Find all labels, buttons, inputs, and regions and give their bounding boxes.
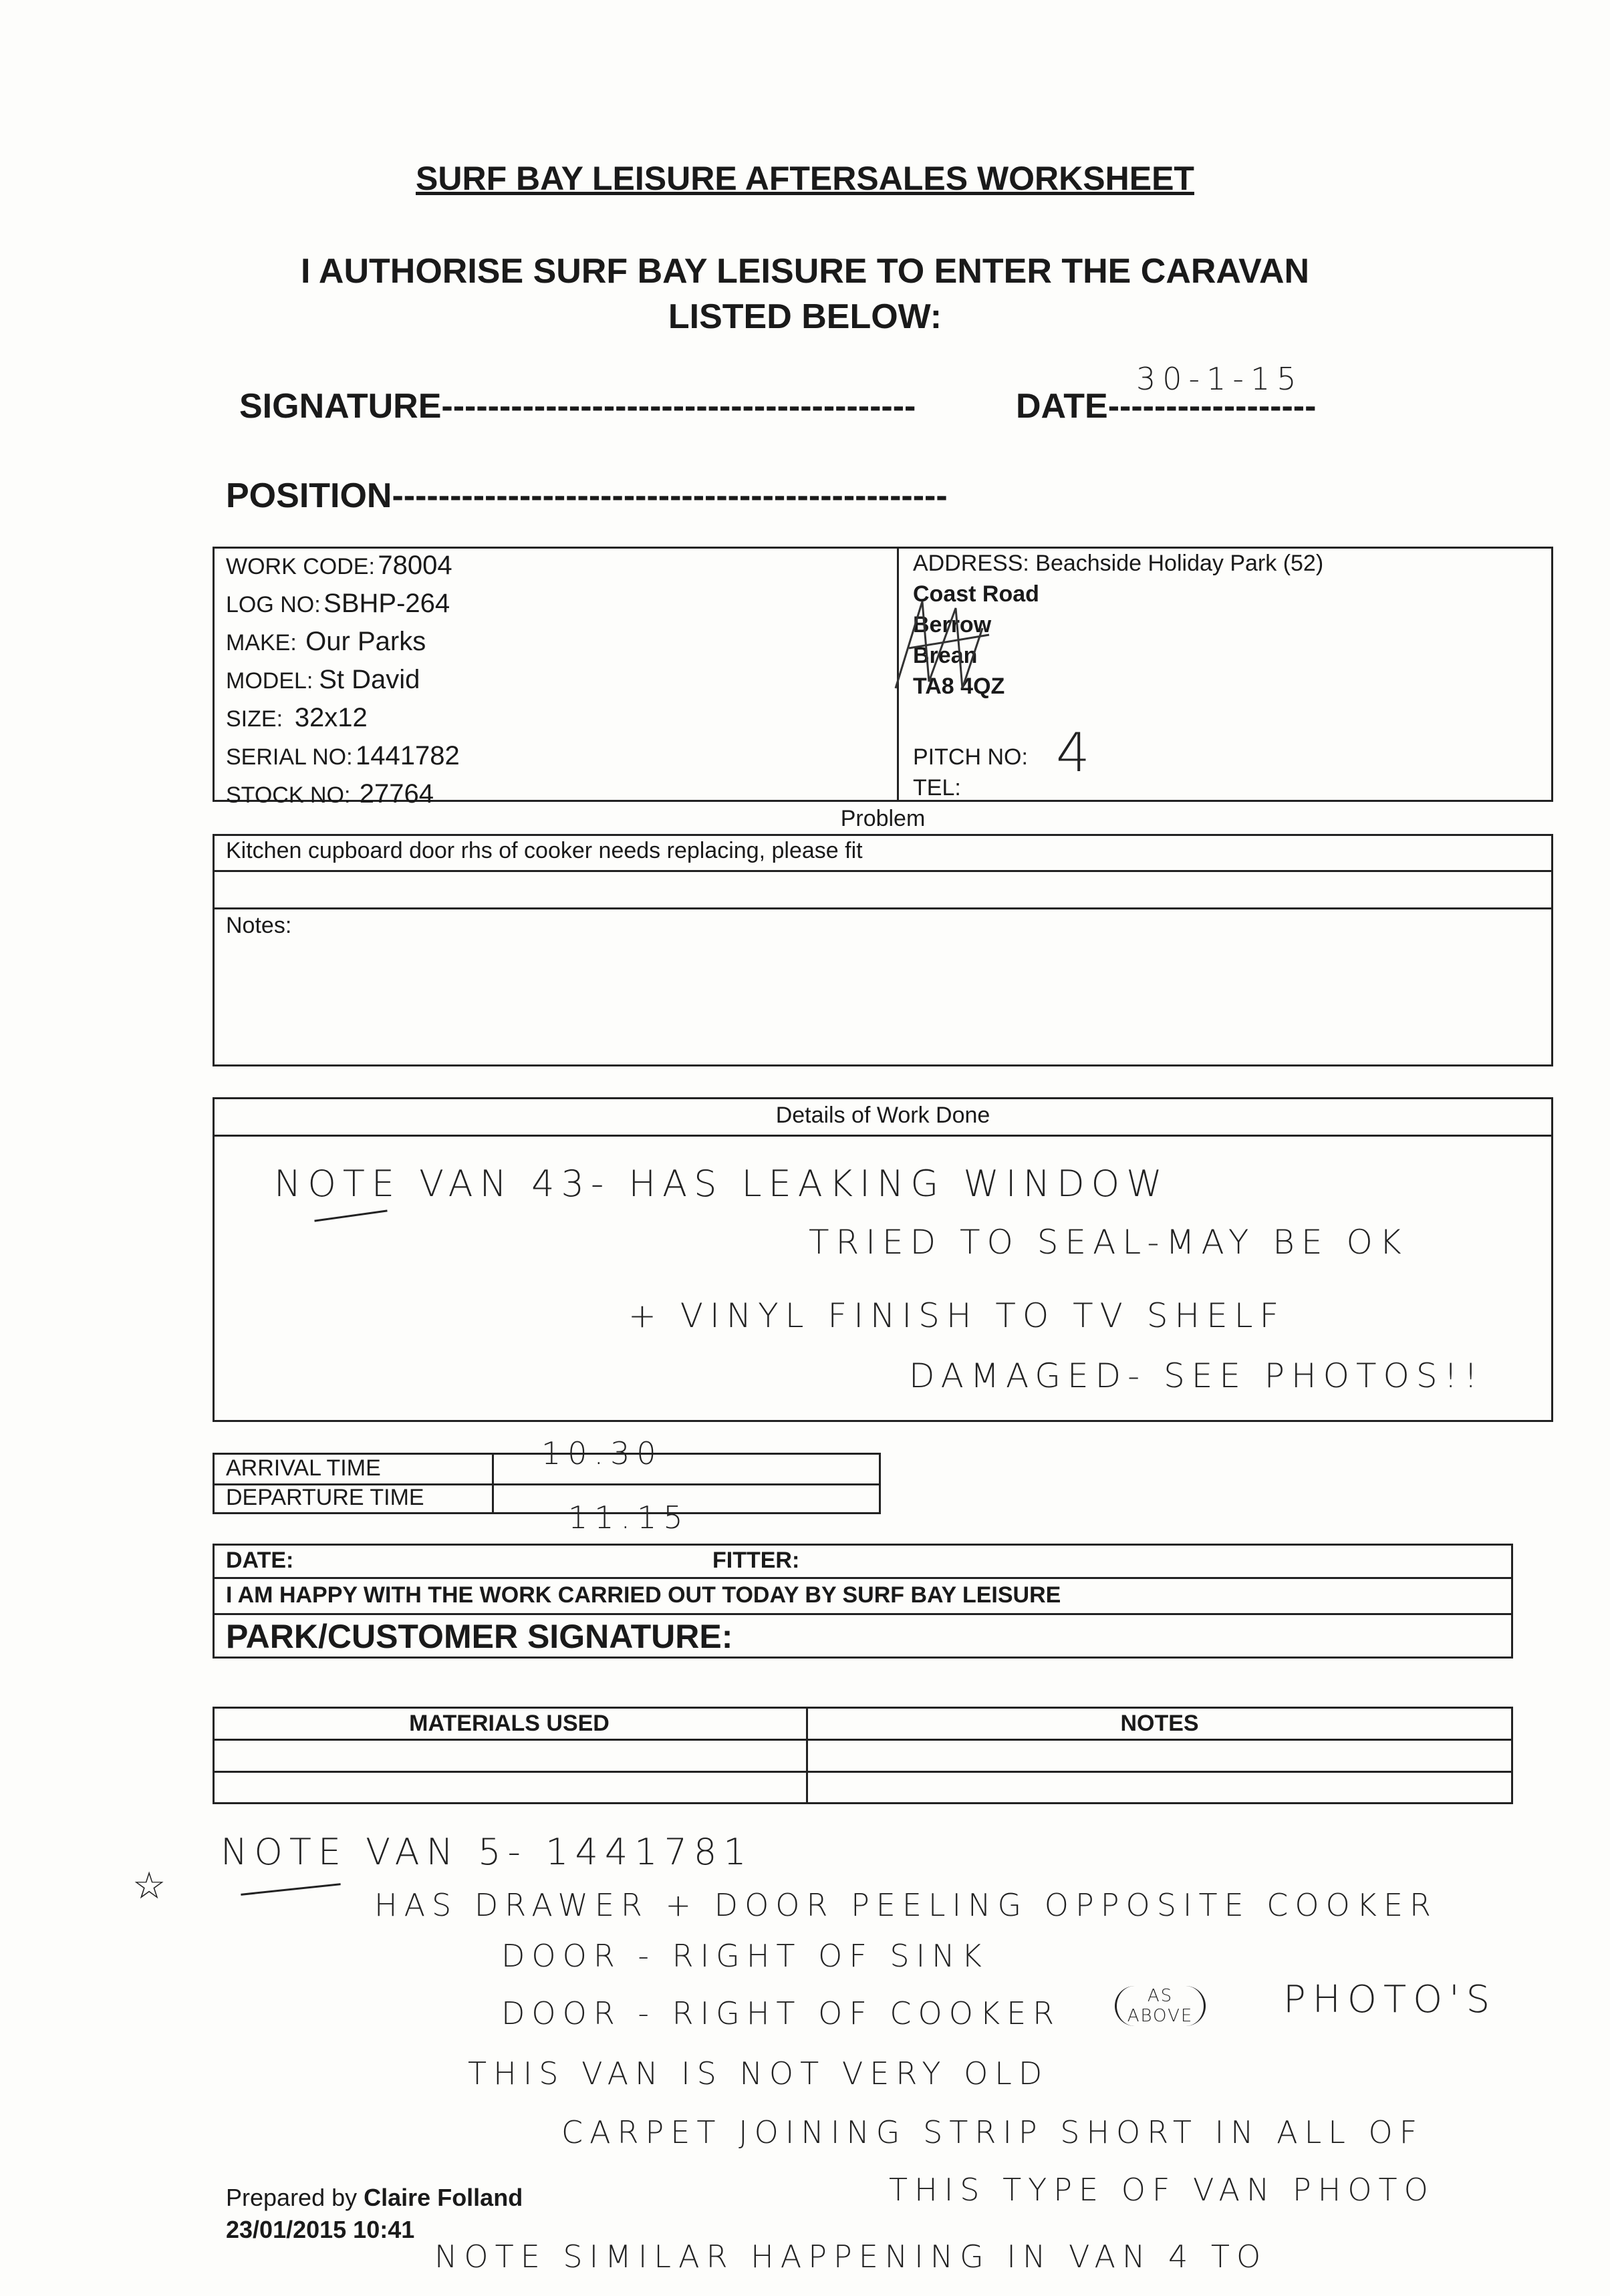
work-code-value: 78004: [378, 551, 452, 580]
problem-row-divider-1: [213, 870, 1553, 872]
pitch-no-value: 4: [1056, 722, 1097, 784]
customer-signature-label: PARK/CUSTOMER SIGNATURE:: [226, 1618, 733, 1655]
problem-text: Kitchen cupboard door rhs of cooker needs replacing, please fit: [226, 838, 863, 863]
signoff-date-label: DATE:: [226, 1548, 294, 1573]
note-photos: PHOTO'S: [1283, 1978, 1497, 2021]
signature-scribble: [882, 588, 1002, 712]
work-done-line-2: TRIED TO SEAL-MAY BE OK: [809, 1223, 1408, 1262]
job-left-column: [226, 549, 460, 816]
problem-row-divider-2: [213, 907, 1553, 909]
note-line-6: CARPET JOINING STRIP SHORT IN ALL OF: [561, 2114, 1424, 2150]
prepared-by-name: Claire Folland: [364, 2184, 523, 2211]
model-label: MODEL:: [226, 668, 313, 694]
note-underline: [241, 1883, 340, 1896]
note-line-5: THIS VAN IS NOT VERY OLD: [468, 2055, 1049, 2092]
address-line-3: Berrow: [913, 612, 992, 637]
position-row: [226, 476, 948, 516]
serial-no-value: 1441782: [356, 741, 460, 770]
signature-dashes: -----------------------------------------: [441, 387, 916, 426]
signoff-divider-2: [213, 1613, 1513, 1615]
make-value: Our Parks: [305, 627, 426, 656]
serial-no-label: SERIAL NO:: [226, 744, 353, 770]
prepared-by-label: Prepared by: [226, 2184, 358, 2211]
size-value: 32x12: [294, 703, 368, 732]
star-mark: ☆: [132, 1864, 173, 1908]
signature-row: [239, 386, 916, 426]
fitter-label: FITTER:: [712, 1548, 800, 1573]
arrival-time-label: ARRIVAL TIME: [226, 1455, 381, 1481]
handwritten-date: 30-1-15: [1136, 361, 1303, 397]
materials-used-header: MATERIALS USED: [409, 1711, 610, 1736]
work-code-label: WORK CODE:: [226, 554, 375, 579]
prepared-timestamp: 23/01/2015 10:41: [226, 2216, 415, 2243]
size-label: SIZE:: [226, 706, 283, 732]
departure-time-label: DEPARTURE TIME: [226, 1485, 424, 1510]
date-label: DATE: [1016, 387, 1108, 426]
make-label: MAKE:: [226, 630, 297, 656]
note-line-8: NOTE SIMILAR HAPPENING IN VAN 4 TO: [434, 2239, 1268, 2275]
departure-time-value: 11.15: [568, 1499, 690, 1536]
address-line-4: Brean: [913, 643, 978, 668]
problem-heading: Problem: [840, 806, 926, 831]
model-value: St David: [319, 665, 420, 694]
note-line-2: HAS DRAWER + DOOR PEELING OPPOSITE COOKER: [374, 1887, 1438, 1923]
authorisation-line-1: I AUTHORISE SURF BAY LEISURE TO ENTER THE CARAVAN: [300, 252, 1310, 291]
note-line-4: DOOR - RIGHT OF COOKER: [501, 1995, 1061, 2031]
address-line-1: Beachside Holiday Park (52): [1035, 551, 1324, 576]
authorisation-line-2: LISTED BELOW:: [668, 297, 942, 336]
materials-row-divider-1: [213, 1739, 1513, 1741]
note-line-1: NOTE VAN 5- 1441781: [221, 1831, 753, 1873]
address-label: ADDRESS:: [913, 551, 1029, 576]
position-dashes: ------------------------------------------------: [392, 476, 948, 515]
log-no-value: SBHP-264: [323, 589, 450, 618]
note-as-above: AS ABOVE: [1115, 1986, 1206, 2026]
stock-no-value: 27764: [359, 779, 434, 809]
note-line-3: DOOR - RIGHT OF SINK: [501, 1938, 988, 1974]
materials-row-divider-2: [213, 1771, 1513, 1773]
prepared-by: [226, 2184, 523, 2212]
satisfaction-statement: I AM HAPPY WITH THE WORK CARRIED OUT TODAY BY SURF BAY LEISURE: [226, 1582, 1061, 1608]
log-no-label: LOG NO:: [226, 592, 321, 617]
stock-no-label: STOCK NO:: [226, 782, 351, 808]
materials-notes-header: NOTES: [1120, 1711, 1199, 1736]
problem-box: [213, 834, 1553, 1066]
pitch-no-label: PITCH NO:: [913, 744, 1028, 770]
work-done-heading: Details of Work Done: [775, 1103, 990, 1128]
signoff-divider-1: [213, 1577, 1513, 1579]
address-line-5: TA8 4QZ: [913, 674, 1005, 699]
worksheet-title: SURF BAY LEISURE AFTERSALES WORKSHEET: [416, 160, 1194, 197]
work-done-line-3: + VINYL FINISH TO TV SHELF: [628, 1296, 1286, 1335]
signature-label: SIGNATURE: [239, 387, 442, 426]
work-done-header-divider: [213, 1135, 1553, 1137]
authorisation-statement: [0, 249, 1610, 339]
position-label: POSITION: [226, 476, 392, 515]
arrival-time-value: 10.30: [541, 1435, 663, 1471]
note-line-7: THIS TYPE OF VAN PHOTO: [889, 2172, 1435, 2208]
times-col-divider: [492, 1453, 494, 1514]
work-done-line-4: DAMAGED- SEE PHOTOS!!: [909, 1356, 1484, 1395]
work-done-line-1: NOTE VAN 43- HAS LEAKING WINDOW: [274, 1163, 1169, 1205]
address-line-2: Coast Road: [913, 581, 1039, 607]
tel-label: TEL:: [913, 775, 961, 801]
notes-label: Notes:: [226, 913, 292, 938]
date-dashes: ------------------: [1107, 387, 1317, 426]
